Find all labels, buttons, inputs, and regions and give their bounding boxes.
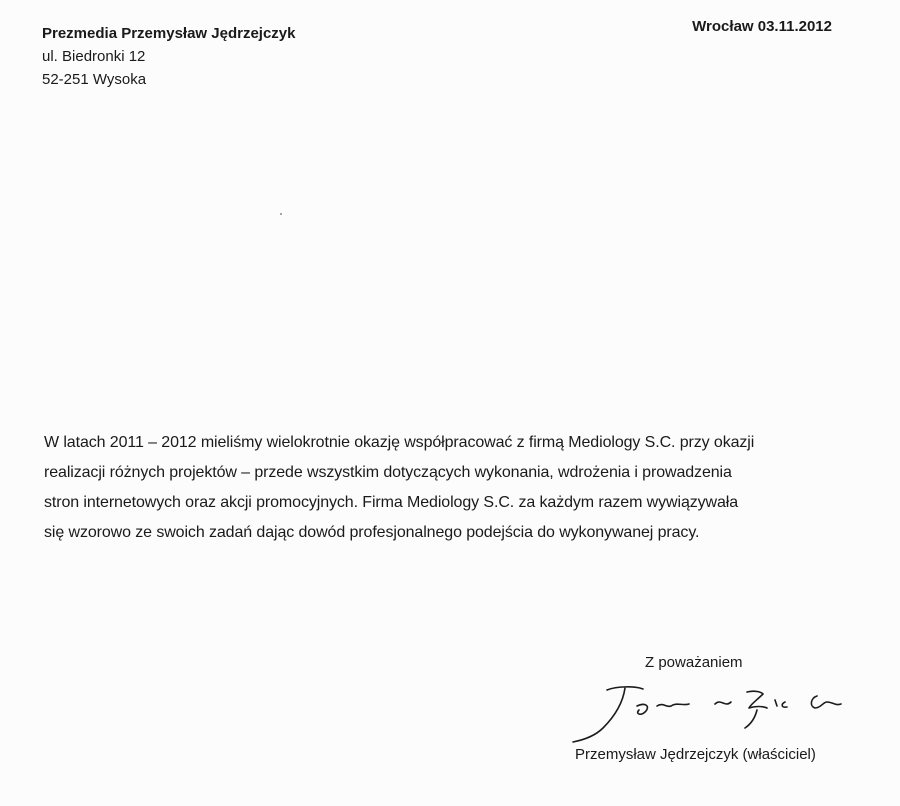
handwritten-signature bbox=[565, 676, 875, 746]
signer-name: Przemysław Jędrzejczyk (właściciel) bbox=[575, 746, 816, 763]
sender-company: Prezmedia Przemysław Jędrzejczyk bbox=[42, 25, 296, 42]
letter-date: Wrocław 03.11.2012 bbox=[692, 18, 832, 35]
paper-speck bbox=[280, 213, 282, 215]
letter-body bbox=[44, 428, 874, 548]
body-line: się wzorowo ze swoich zadań dając dowód profesjonalnego podejścia do wykonywanej pracy. bbox=[44, 524, 700, 541]
body-line: stron internetowych oraz akcji promocyjnych. Firma Mediology S.C. za każdym razem wywiązywała bbox=[44, 494, 739, 511]
sender-street: ul. Biedronki 12 bbox=[42, 48, 146, 65]
body-line: realizacji różnych projektów – przede wszystkim dotyczących wykonania, wdrożenia i prowadzenia bbox=[44, 464, 732, 481]
closing-phrase: Z poważaniem bbox=[645, 654, 743, 671]
body-line: W latach 2011 – 2012 mieliśmy wielokrotnie okazję współpracować z firmą Mediology S.C. przy okazji bbox=[44, 434, 755, 451]
sender-city: 52-251 Wysoka bbox=[42, 71, 147, 88]
sender-address bbox=[42, 22, 295, 91]
